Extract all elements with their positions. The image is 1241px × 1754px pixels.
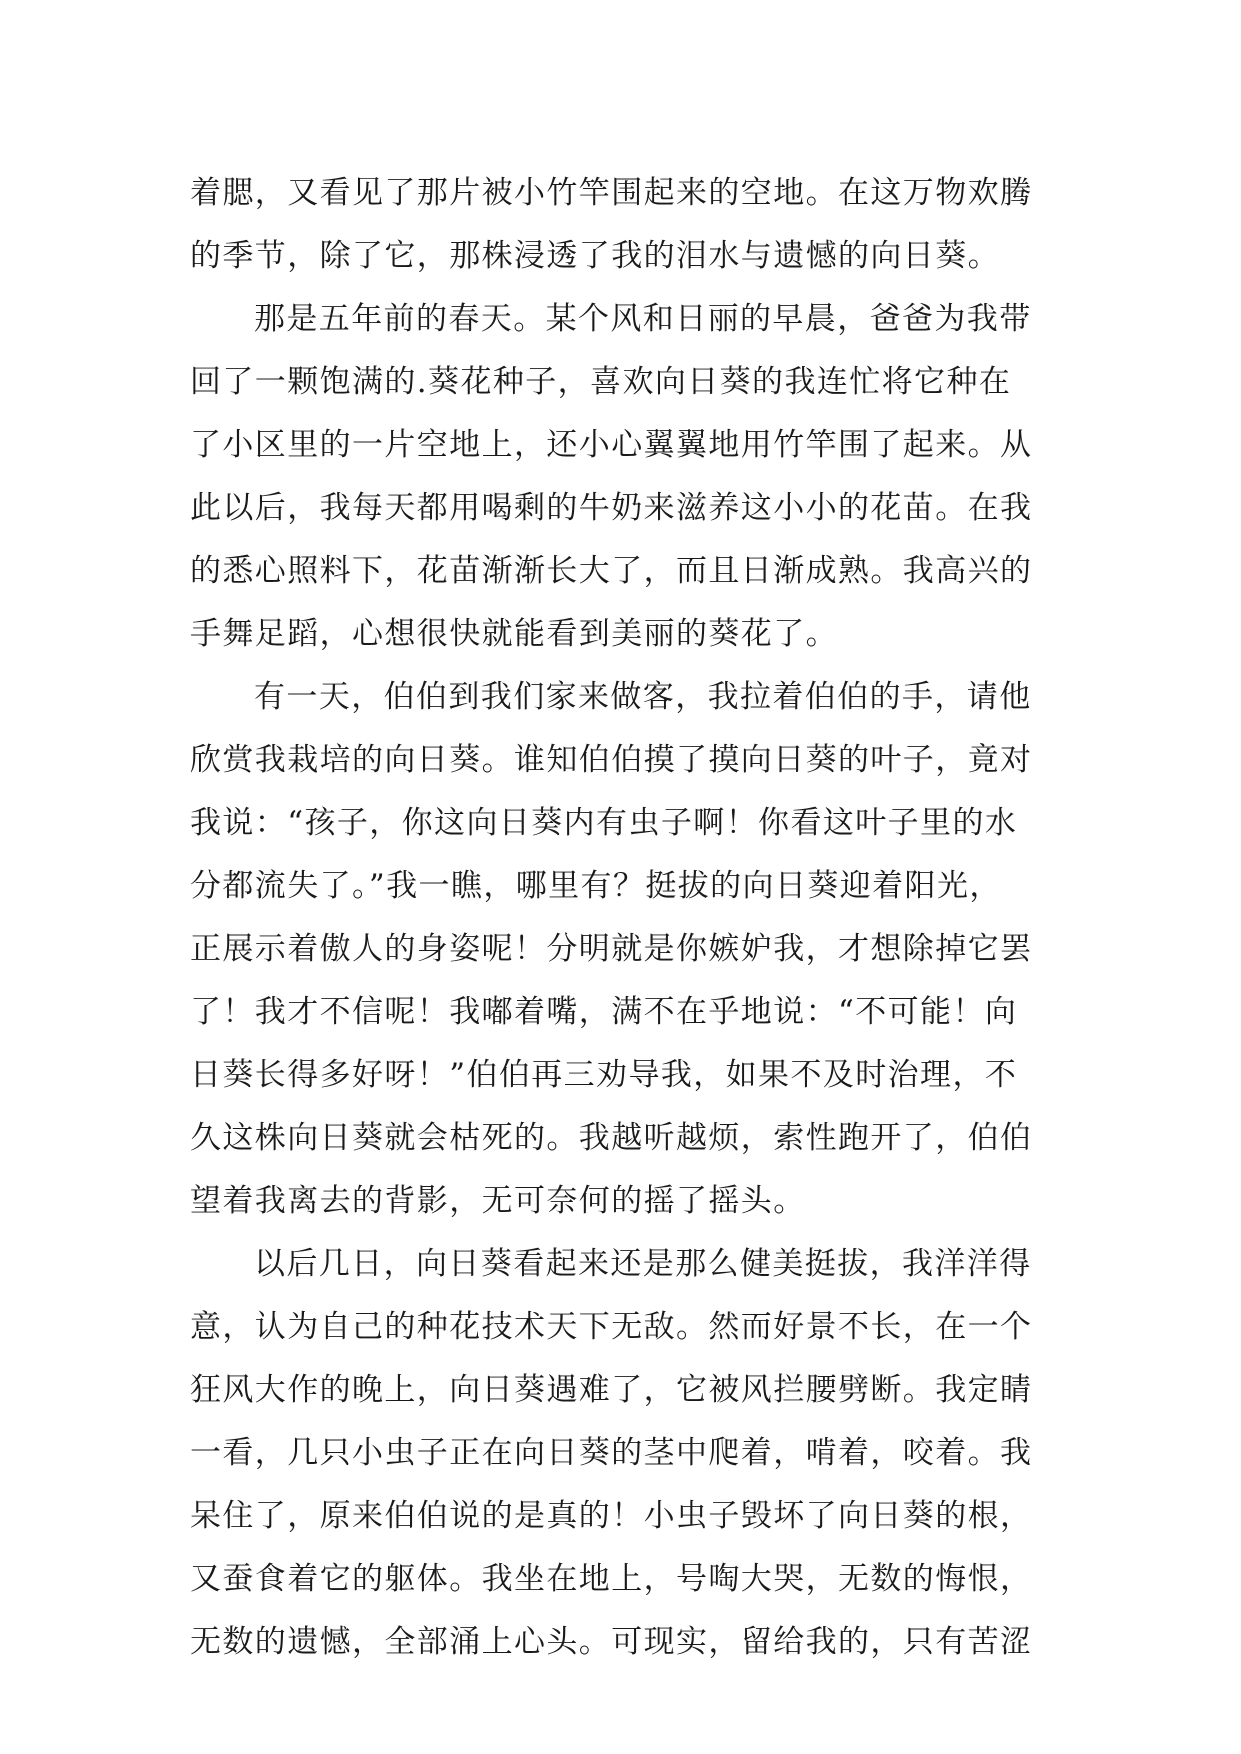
text-line: 我说：“孩子，你这向日葵内有虫子啊！你看这叶子里的水: [190, 805, 1018, 841]
text-line: 那是五年前的春天。某个风和日丽的早晨，爸爸为我带: [254, 301, 1032, 337]
text-line: 呆住了，原来伯伯说的是真的！小虫子毁坏了向日葵的根，: [190, 1498, 1033, 1534]
text-line: 欣赏我栽培的向日葵。谁知伯伯摸了摸向日葵的叶子，竟对: [190, 742, 1033, 778]
essay-body: [190, 162, 1050, 1674]
text-line: 望着我离去的背影，无可奈何的摇了摇头。: [190, 1183, 806, 1219]
text-line: 的季节，除了它，那株浸透了我的泪水与遗憾的向日葵。: [190, 238, 1000, 274]
text-line: 的悉心照料下，花苗渐渐长大了，而且日渐成熟。我高兴的: [190, 553, 1033, 589]
text-line: 了！我才不信呢！我嘟着嘴，满不在乎地说：“不可能！向: [190, 994, 1018, 1030]
text-line: 意，认为自己的种花技术天下无敌。然而好景不长，在一个: [190, 1309, 1033, 1345]
text-line: 有一天，伯伯到我们家来做客，我拉着伯伯的手，请他: [254, 679, 1032, 715]
text-line: 手舞足蹈，心想很快就能看到美丽的葵花了。: [190, 616, 838, 652]
text-line: 以后几日，向日葵看起来还是那么健美挺拔，我洋洋得: [254, 1246, 1032, 1282]
text-line: 久这株向日葵就会枯死的。我越听越烦，索性跑开了，伯伯: [190, 1120, 1033, 1156]
text-line: 日葵长得多好呀！”伯伯再三劝导我，如果不及时治理，不: [190, 1057, 1018, 1093]
text-line: 一看，几只小虫子正在向日葵的茎中爬着，啃着，咬着。我: [190, 1435, 1033, 1471]
text-line: 又蚕食着它的躯体。我坐在地上，号啕大哭，无数的悔恨，: [190, 1561, 1033, 1597]
text-line: 了小区里的一片空地上，还小心翼翼地用竹竿围了起来。从: [190, 427, 1033, 463]
text-line: 着腮，又看见了那片被小竹竿围起来的空地。在这万物欢腾: [190, 175, 1033, 211]
text-line: 无数的遗憾，全部涌上心头。可现实，留给我的，只有苦涩: [190, 1624, 1033, 1660]
text-line: 正展示着傲人的身姿呢！分明就是你嫉妒我，才想除掉它罢: [190, 931, 1033, 967]
text-line: 此以后，我每天都用喝剩的牛奶来滋养这小小的花苗。在我: [190, 490, 1033, 526]
text-line: 狂风大作的晚上，向日葵遇难了，它被风拦腰劈断。我定睛: [190, 1372, 1033, 1408]
text-line: 分都流失了。”我一瞧，哪里有？挺拔的向日葵迎着阳光，: [190, 868, 1002, 904]
text-line: 回了一颗饱满的.葵花种子，喜欢向日葵的我连忙将它种在: [190, 364, 1012, 400]
